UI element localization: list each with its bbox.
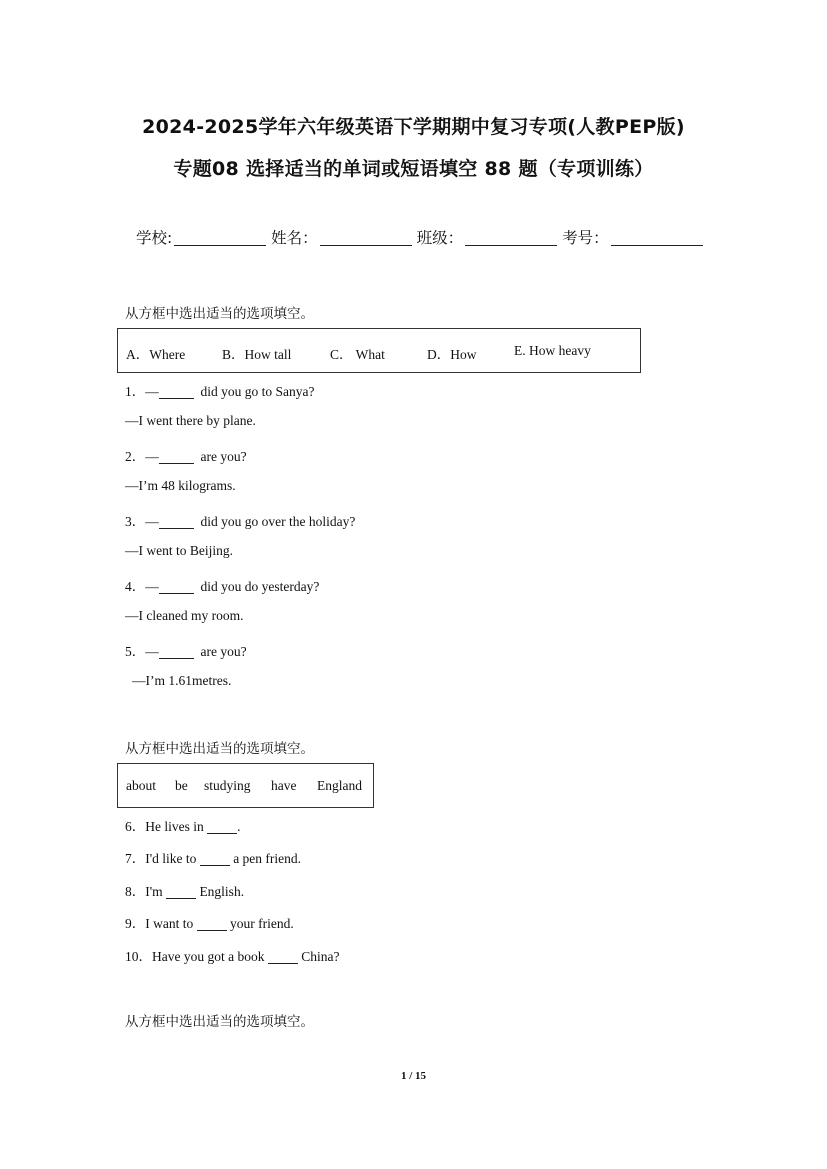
option-d: D．How [427, 347, 477, 362]
answer-blank[interactable] [159, 384, 194, 399]
section3-instruction: 从方框中选出适当的选项填空。 [125, 1014, 314, 1030]
document-title-line1: 2024-2025学年六年级英语下学期期中复习专项(人教PEP版) [142, 116, 685, 138]
name-label: 姓名： [271, 229, 318, 247]
section1-instruction: 从方框中选出适当的选项填空。 [125, 306, 314, 322]
question-6: 6．He lives in . [125, 819, 241, 834]
question-7: 7．I'd like to a pen friend. [125, 851, 302, 866]
class-label: 班级： [416, 229, 464, 247]
school-blank[interactable] [174, 229, 266, 246]
answer-2: —I’m 48 kilograms. [125, 478, 236, 493]
section1-option-box [117, 328, 641, 373]
question-4: 4．— did you do yesterday? [125, 579, 320, 594]
answer-blank[interactable] [159, 514, 194, 529]
word-option: be [175, 778, 188, 793]
word-option: have [271, 778, 297, 793]
question-3: 3．— did you go over the holiday? [125, 514, 356, 529]
exam-number-label: 考号： [562, 229, 609, 247]
answer-blank[interactable] [166, 884, 196, 899]
section2-word-box [117, 763, 374, 808]
name-blank[interactable] [320, 229, 412, 246]
word-option: studying [204, 778, 251, 793]
answer-3: —I went to Beijing. [125, 543, 233, 558]
document-title-line2: 专题08 选择适当的单词或短语填空 88 题（专项训练） [173, 158, 654, 180]
option-b: B．How tall [222, 347, 292, 362]
answer-blank[interactable] [268, 949, 298, 964]
page-number: 1 / 15 [400, 1070, 427, 1082]
answer-4: —I cleaned my room. [125, 608, 244, 623]
school-label: 学校: [136, 229, 173, 247]
word-option: England [317, 778, 362, 793]
class-blank[interactable] [465, 229, 557, 246]
option-e: E. How heavy [514, 343, 591, 358]
answer-blank[interactable] [159, 449, 194, 464]
answer-blank[interactable] [159, 579, 194, 594]
student-info-row [136, 226, 703, 248]
question-9: 9．I want to your friend. [125, 916, 294, 931]
question-8: 8．I'm English. [125, 884, 245, 899]
answer-blank[interactable] [200, 851, 230, 866]
option-a: A．Where [126, 347, 186, 362]
answer-1: —I went there by plane. [125, 413, 256, 428]
answer-blank[interactable] [207, 819, 237, 834]
question-2: 2．— are you? [125, 449, 247, 464]
answer-blank[interactable] [197, 916, 227, 931]
exam-number-blank[interactable] [611, 229, 703, 246]
question-5: 5．— are you? [125, 644, 247, 659]
answer-5: —I’m 1.61metres. [132, 673, 232, 688]
option-c: C． What [330, 347, 385, 362]
question-10: 10．Have you got a book China? [125, 949, 340, 964]
section2-instruction: 从方框中选出适当的选项填空。 [125, 741, 314, 757]
word-option: about [126, 778, 156, 793]
question-1: 1．— did you go to Sanya? [125, 384, 315, 399]
answer-blank[interactable] [159, 644, 194, 659]
